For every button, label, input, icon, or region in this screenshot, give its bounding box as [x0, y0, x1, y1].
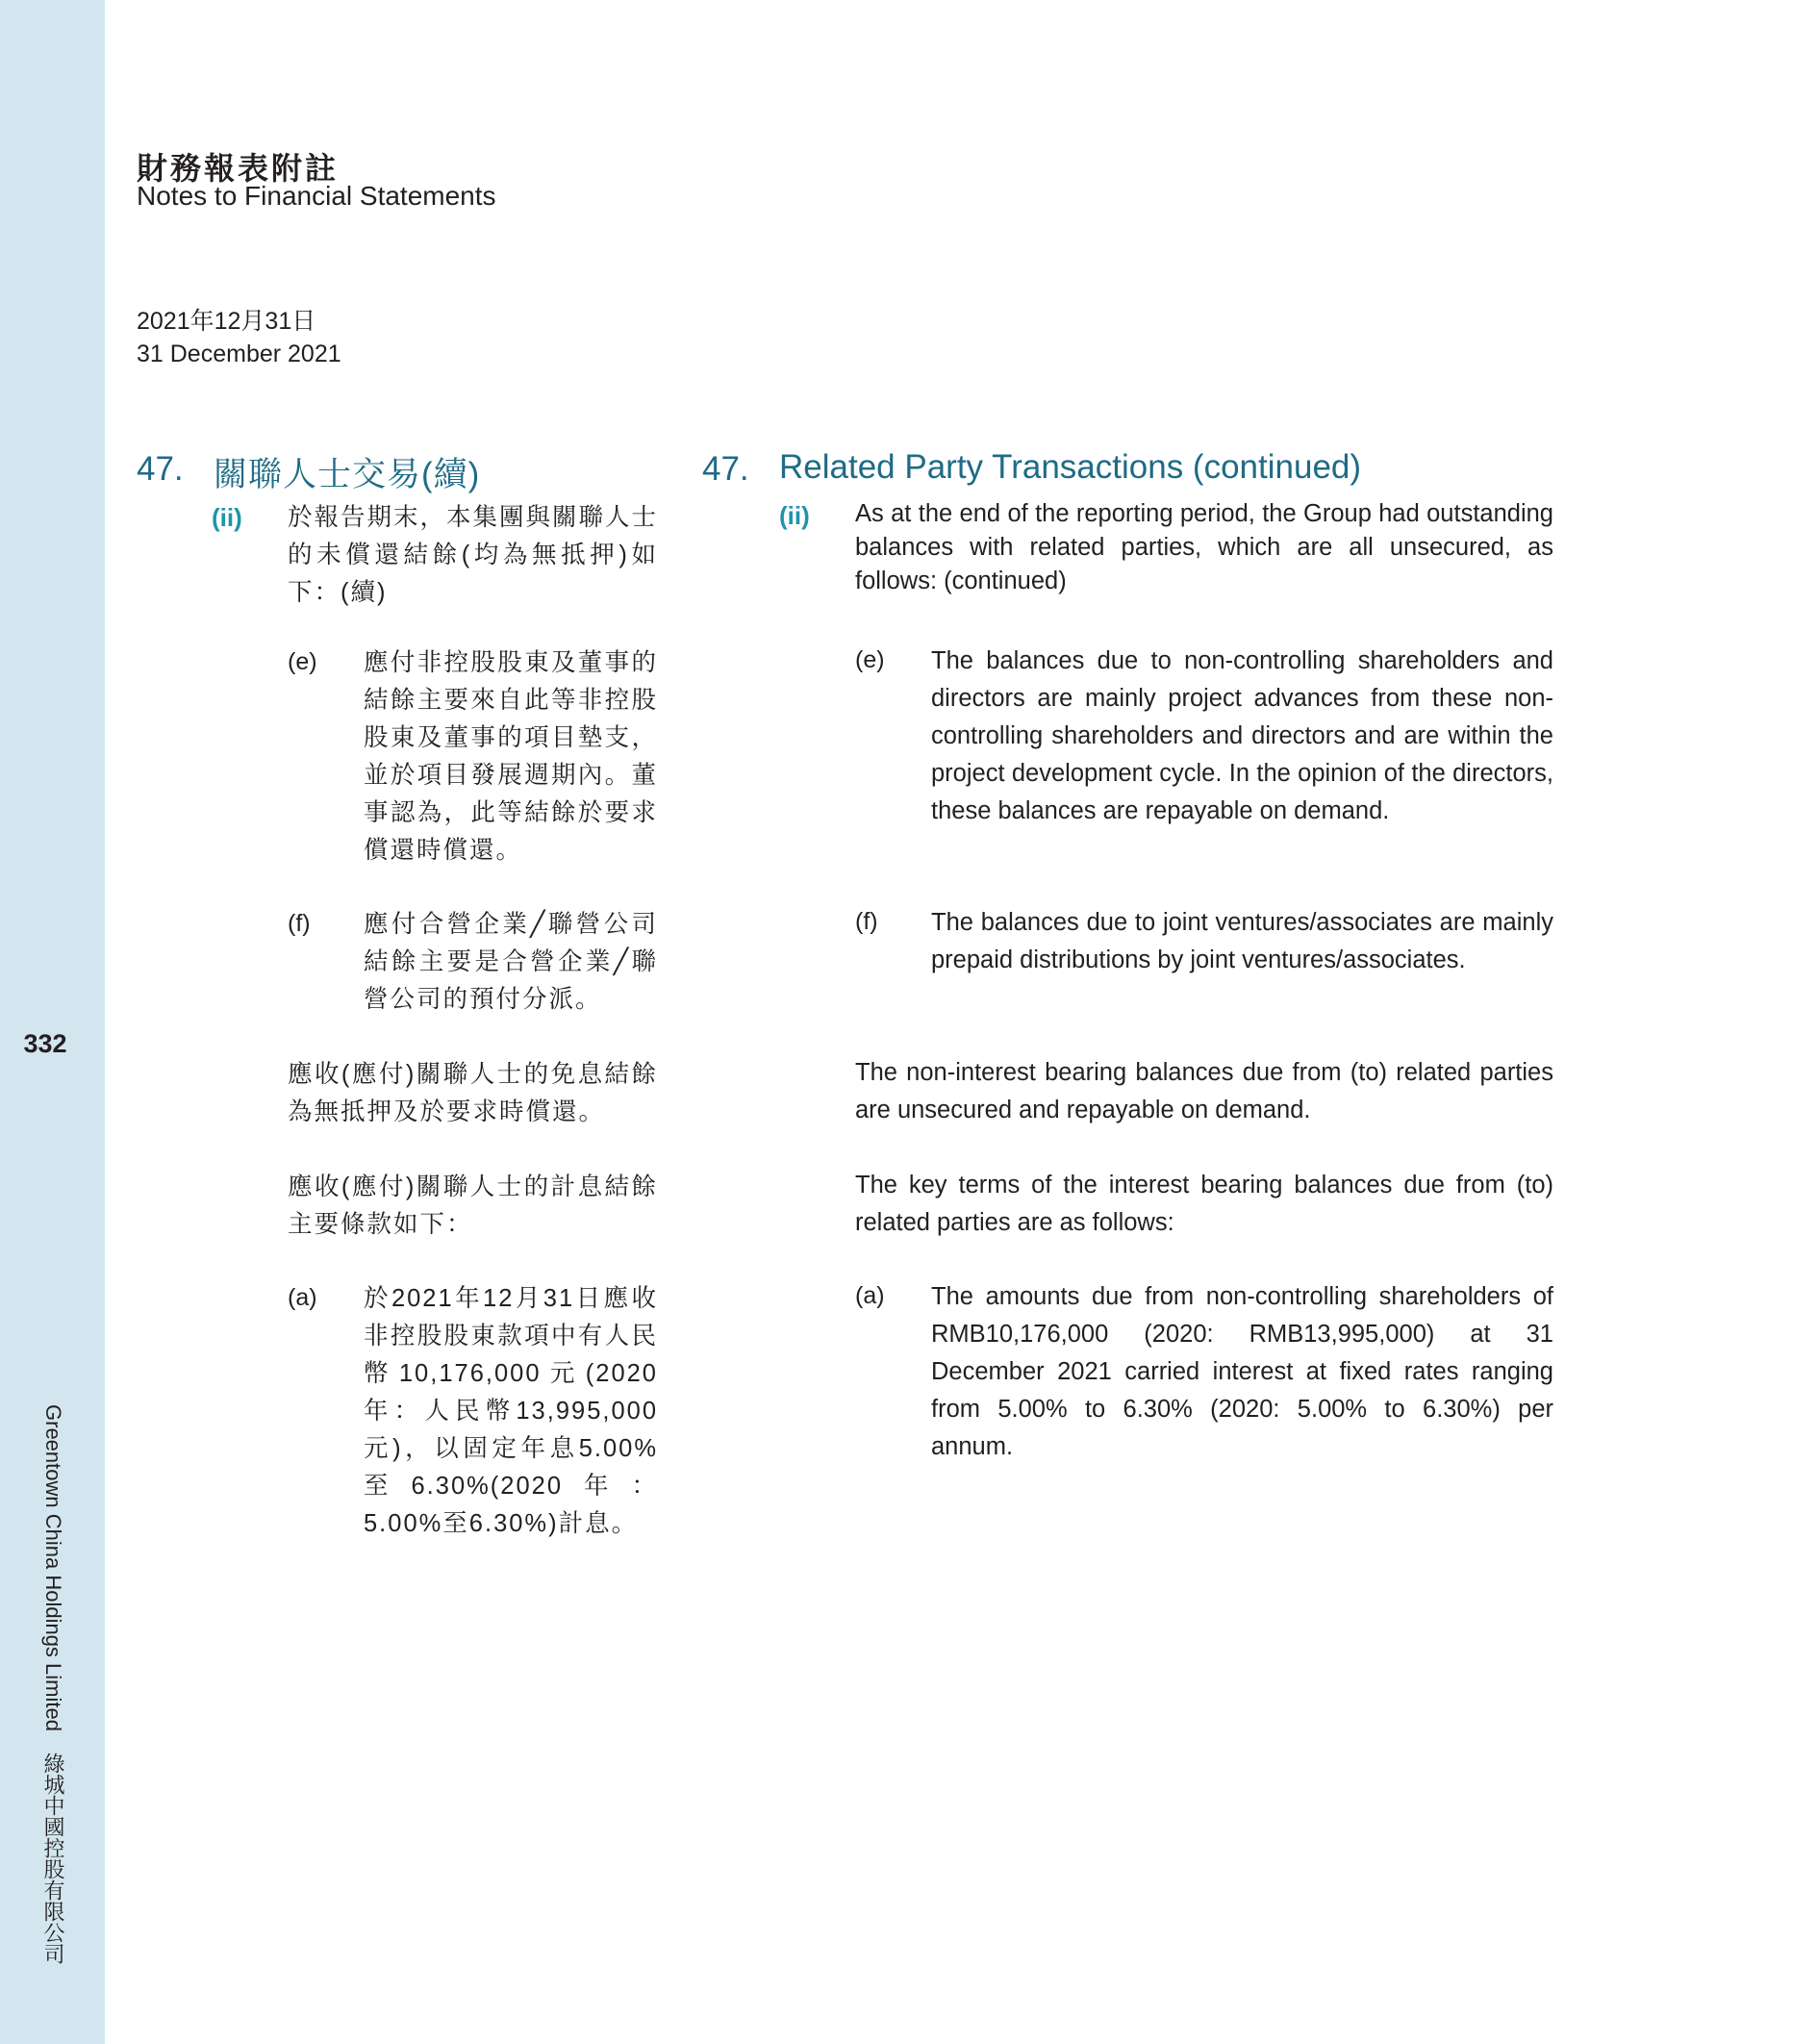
paragraph-non-interest-cn: 應收(應付)關聯人士的免息結餘為無抵押及於要求時償還。 [288, 1061, 658, 1125]
item-e-text-en: The balances due to non-controlling shareholders and directors are mainly project advances from these non-controlling shareholders and directors and are within the project development cycle. In the opinion of the directors, these balances are repayable on demand. [931, 647, 1553, 824]
item-f-text-cn: 應付合營企業╱聯營公司結餘主要是合營企業╱聯營公司的預付分派。 [364, 911, 658, 1013]
paragraph-interest-terms-cn: 應收(應付)關聯人士的計息結餘主要條款如下： [288, 1173, 658, 1238]
section-number-en: 47. [702, 450, 749, 488]
item-f-text-en: The balances due to joint ventures/associates are mainly prepaid distributions by joint ventures/associates. [931, 909, 1553, 973]
item-ii-label-cn: (ii) [212, 503, 242, 532]
section-title-cn: 關聯人士交易(續) [214, 456, 481, 493]
header-title-cn: 財務報表附註 [137, 150, 340, 187]
company-name: Greentown China Holdings Limited 綠城中國控股有限公司 [41, 1404, 65, 1964]
item-e-label-cn: (e) [288, 648, 317, 675]
item-ii-label-en: (ii) [779, 501, 810, 530]
item-ii-text-cn: 於報告期末，本集團與關聯人士的未償還結餘(均為無抵押)如下：(續) [288, 504, 659, 606]
paragraph-interest-terms-en: The key terms of the interest bearing balances due from (to) related parties are as follows: [855, 1172, 1553, 1236]
item-f-label-en: (f) [855, 908, 878, 935]
item-a-text-en: The amounts due from non-controlling shareholders of RMB10,176,000 (2020: RMB13,995,000) at 31 December 2021 carried interest at fixed rates ranging from 5.00% to 6.30% (2020: 5.00% to 6.30%) per annum. [931, 1283, 1553, 1460]
item-ii-text-en: As at the end of the reporting period, the Group had outstanding balances with related parties, which are all unsecured, as follows: (continued) [855, 500, 1553, 594]
date-en: 31 December 2021 [137, 341, 341, 367]
page-number: 332 [23, 1029, 67, 1058]
date-cn: 2021年12月31日 [137, 308, 316, 335]
section-title-en: Related Party Transactions (continued) [779, 448, 1362, 486]
item-e-text-cn: 應付非控股股東及董事的結餘主要來自此等非控股股東及董事的項目墊支，並於項目發展週期內。董事認為，此等結餘於要求償還時償還。 [364, 649, 658, 864]
section-number-cn: 47. [137, 450, 184, 488]
paragraph-non-interest-en: The non-interest bearing balances due from (to) related parties are unsecured and repayable on demand. [855, 1059, 1553, 1123]
item-a-text-cn: 於2021年12月31日應收非控股股東款項中有人民幣10,176,000元(2020年：人民幣13,995,000元)，以固定年息5.00%至6.30%(2020年：5.00%至6.30%)計息。 [364, 1285, 658, 1537]
item-e-label-en: (e) [855, 646, 885, 673]
item-f-label-cn: (f) [288, 910, 311, 937]
item-a-label-cn: (a) [288, 1284, 317, 1311]
item-a-label-en: (a) [855, 1282, 885, 1309]
header-title-en: Notes to Financial Statements [137, 181, 496, 211]
